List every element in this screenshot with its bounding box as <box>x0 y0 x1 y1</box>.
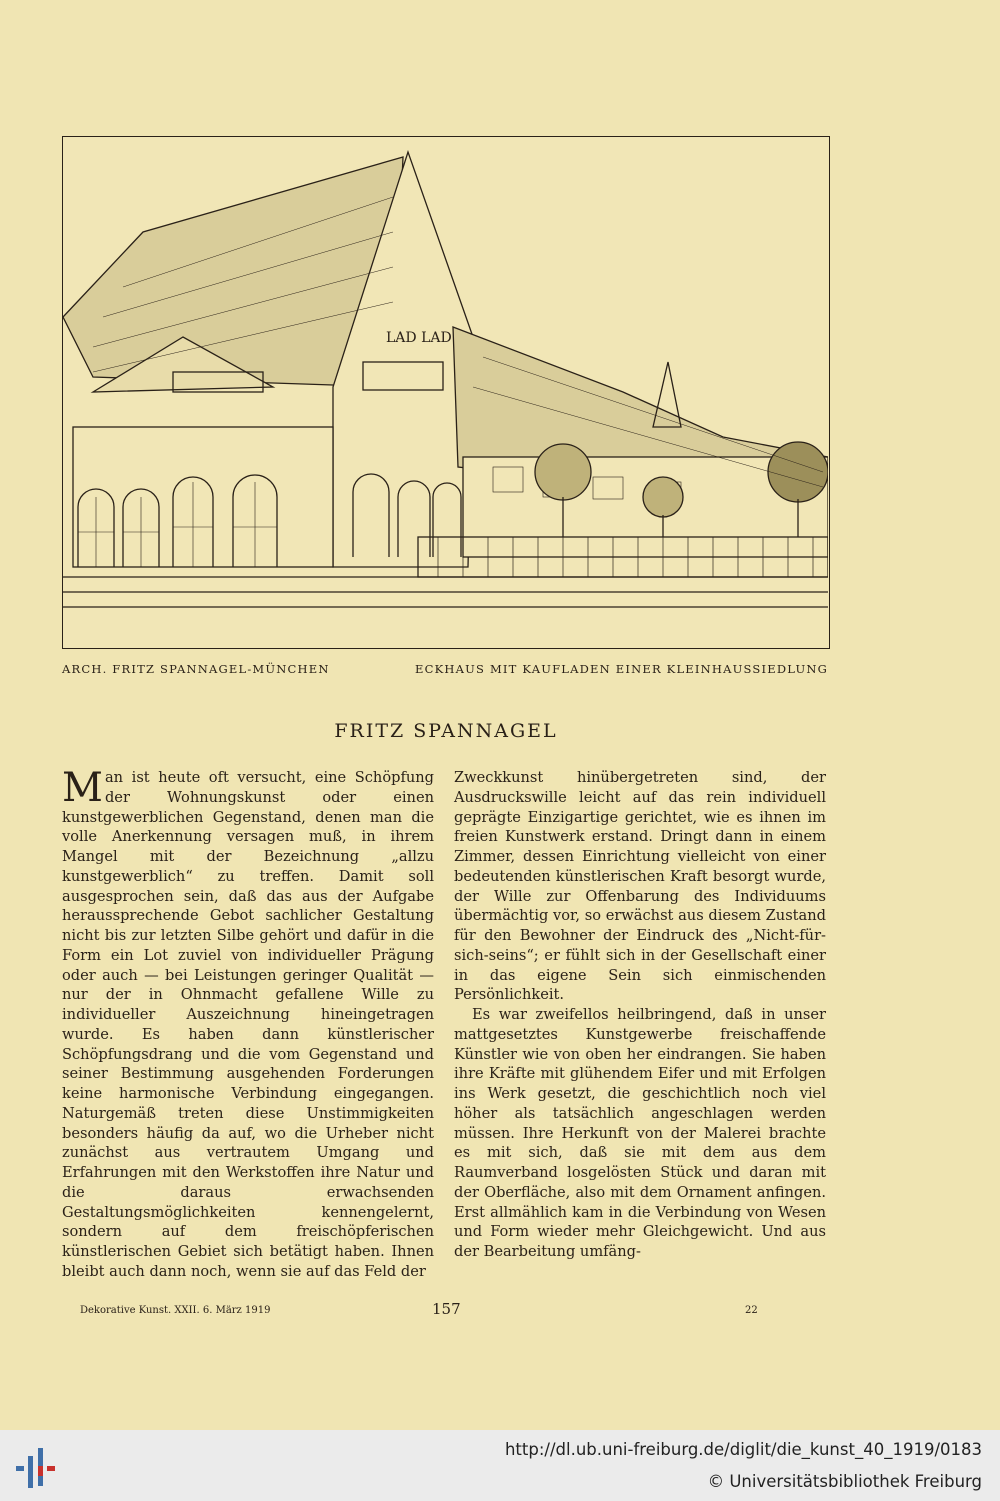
page-number: 157 <box>432 1300 461 1318</box>
caption-architect: ARCH. FRITZ SPANNAGEL-MÜNCHEN <box>62 662 330 676</box>
paragraph-right-1: Zweckkunst hinübergetreten sind, der Ausdruckswille leicht auf das rein individuell geprägte Einzigartige gerichtet, wie es ihnen im freien Kunstwerk erstand. Dringt dann in einem Zimmer, dessen Einrichtung vielleicht von einer bedeutenden künstlerischen Kraft besorgt wurde, der Wille zur Offenbarung des Individuums übermächtig vor, so erwächst aus diesem Zustand für den Bewohner der Eindruck des „Nicht-für-sich-seins“; er fühlt sich in der Gesellschaft einer in das eigene Sein sich einmischenden Persönlichkeit. <box>454 769 826 1004</box>
viewer-footer-bar <box>0 1430 1000 1501</box>
footer-signature: 22 <box>745 1305 758 1316</box>
text-column-right <box>454 768 826 1262</box>
paragraph-left-1: an ist heute oft versucht, eine Schöpfung der Wohnungskunst oder einen kunstgewerblichen Gegenstand, denen man die volle Anerkennung versagen muß, in ihrem Mangel mit der Bezeichnung „allzu kunstgewerblich“ zu treffen. Damit soll ausgesprochen sein, daß das aus der Aufgabe heraussprechende Gebot sachlicher Gestaltung nicht bis zur letzten Silbe gehört und dafür in die Form ein Lot zuviel von individueller Prägung oder auch — bei Leistungen geringer Qualität — nur der in Ohnmacht gefallene Wille zu individueller Auszeichnung hineingetragen wurde. Es haben dann künstlerischer Schöpfungsdrang und die vom Gegenstand und seiner Bestimmung ausgehenden Forderungen keine harmonische Verbindung eingegangen. Naturgemäß treten diese Unstimmigkeiten besonders häufig da auf, wo die Urheber nicht zunächst aus vertrautem Umgang und Erfahrungen mit den Werkstoffen ihre Natur und die daraus erwachsenden Gestaltungsmöglichkeiten kennengelernt, sondern auf dem freischöpferischen künstlerischen Gebiet sich betätigt haben. Ihnen bleibt auch dann noch, wenn sie auf das Feld der <box>62 769 434 1280</box>
copyright-notice: © Universitätsbibliothek Freiburg <box>707 1472 982 1491</box>
paragraph-right-2: Es war zweifellos heilbringend, daß in unser mattgesetztes Kunstgewerbe freischaffende Künstler wie von oben her eindrangen. Sie haben ihre Kräfte mit glühendem Eifer und mit Erfolgen ins Werk gesetzt, die geschichtlich noch viel höher als tatsächlich angeschlagen werden müssen. Ihre Herkunft von der Malerei brachte es mit sich, daß sie mit dem aus dem Raumverband losgelösten Stück und daran mit der Oberfläche, also mit dem Ornament anfingen. Erst allmählich kam in die Verbindung von Wesen und Form wieder mehr Gleichgewicht. Und aus der Bearbeitung umfäng- <box>454 1006 826 1260</box>
drop-cap: M <box>62 765 103 811</box>
permalink-url[interactable]: http://dl.ub.uni-freiburg.de/diglit/die_kunst_40_1919/0183 <box>504 1440 982 1459</box>
svg-text:LAD LAD: LAD LAD <box>386 330 452 346</box>
footer-journal: Dekorative Kunst. XXII. 6. März 1919 <box>80 1305 271 1316</box>
library-logo-icon <box>14 1442 64 1490</box>
text-column-left <box>62 765 434 1282</box>
building-illustration <box>62 136 830 649</box>
caption-title: ECKHAUS MIT KAUFLADEN EINER KLEINHAUSSIEDLUNG <box>415 662 828 676</box>
article-title: FRITZ SPANNAGEL <box>334 720 558 742</box>
